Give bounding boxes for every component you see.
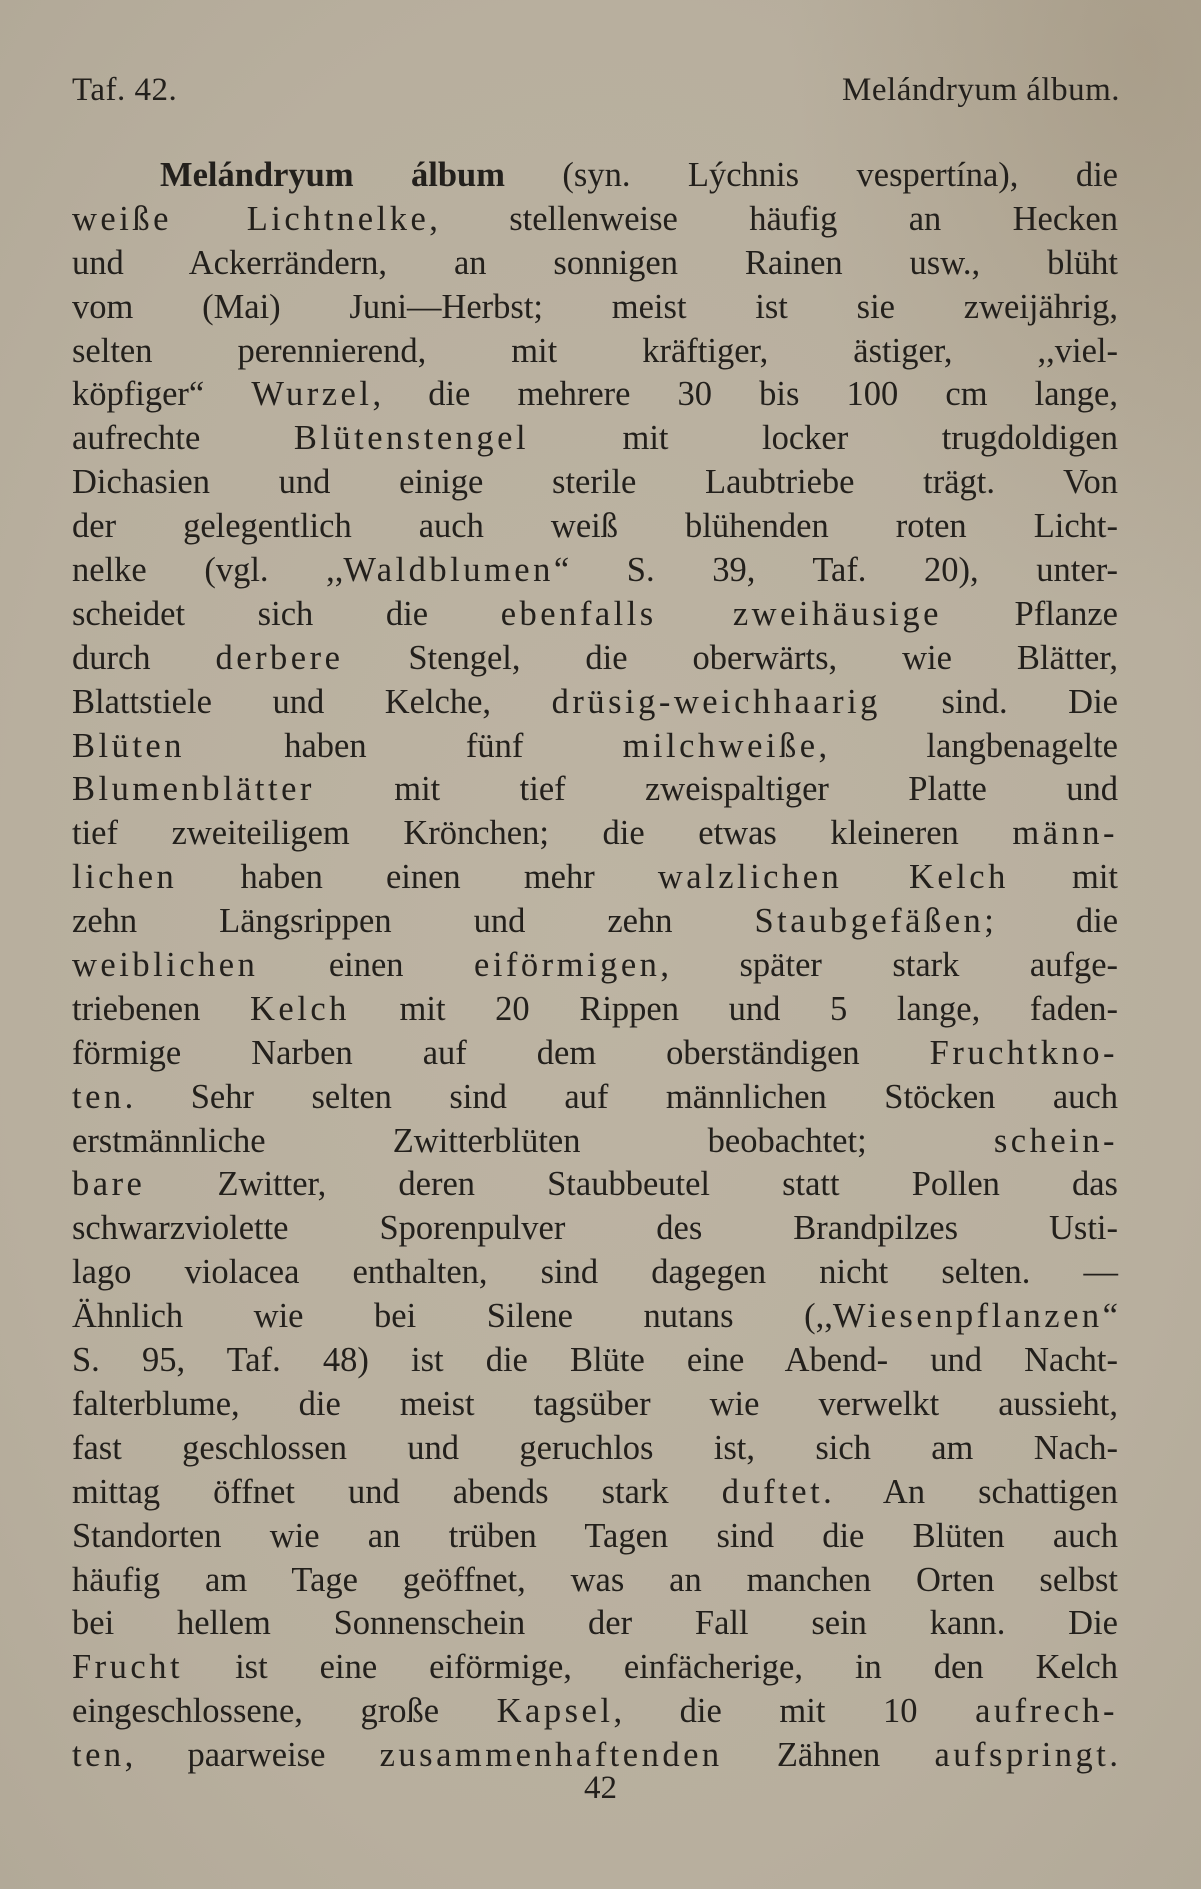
text-run: triebenen <box>72 989 250 1028</box>
spaced-term: drüsig-weichhaarig <box>551 682 881 721</box>
body-text <box>72 154 1118 1778</box>
spaced-term: weiße Lichtnelke <box>72 199 430 238</box>
text-run: Dichasien und einige sterile Laubtriebe trägt. Von <box>72 463 1118 502</box>
text-run: einen <box>258 946 475 985</box>
spaced-term: derbere <box>215 638 344 677</box>
text-run: . <box>1109 1736 1118 1775</box>
spaced-term: Kapsel <box>496 1692 614 1731</box>
spaced-term: männ- <box>1012 814 1118 853</box>
spaced-term: duftet <box>721 1472 824 1511</box>
text-line <box>72 1076 1118 1120</box>
text-run: ; die <box>984 902 1119 941</box>
text-run: häufig am Tage geöffnet, was an manchen Orten selbst <box>72 1560 1118 1599</box>
text-line <box>72 505 1118 549</box>
text-run: , paarweise <box>124 1736 380 1775</box>
text-line <box>72 242 1118 286</box>
spaced-term: ebenfalls zweihäusige <box>500 594 942 633</box>
text-line <box>72 1339 1118 1383</box>
text-run: haben fünf <box>185 726 623 765</box>
spaced-term: Frucht <box>72 1648 184 1687</box>
text-line <box>72 1120 1118 1164</box>
text-line <box>72 637 1118 681</box>
text-line <box>72 1251 1118 1295</box>
text-run: und Ackerrändern, an sonnigen Rainen usw., blüht <box>72 243 1118 282</box>
text-run: , die mehrere 30 bis 100 cm lange, <box>372 375 1118 414</box>
text-run: S. 95, Taf. 48) ist die Blüte eine Abend- und Nacht- <box>72 1341 1118 1380</box>
spaced-term: bare <box>72 1165 146 1204</box>
text-line <box>72 812 1118 856</box>
text-line <box>72 198 1118 242</box>
text-line <box>72 725 1118 769</box>
spaced-term: Staubgefäßen <box>754 902 985 941</box>
text-line <box>72 1427 1118 1471</box>
bold-term: Melándryum álbum <box>160 156 505 194</box>
text-run: vom (Mai) Juni—Herbst; meist ist sie zweijährig, <box>72 287 1118 326</box>
text-run: köpfiger“ <box>72 375 252 414</box>
text-line <box>72 1163 1118 1207</box>
text-line <box>72 154 1118 198</box>
text-run: . An schattigen <box>823 1472 1118 1511</box>
text-run: schwarzviolette Sporenpulver des Brandpilzes Usti- <box>72 1209 1118 1248</box>
text-line <box>72 681 1118 725</box>
text-run: eingeschlossene, große <box>72 1692 497 1731</box>
text-line <box>72 988 1118 1032</box>
text-run: scheidet sich die <box>72 594 501 633</box>
spaced-term: zusammenhaftenden <box>379 1736 723 1775</box>
spaced-term: Blütenstengel <box>293 419 530 458</box>
text-run: sind. Die <box>880 682 1118 721</box>
spaced-term: lichen <box>72 858 178 897</box>
text-line <box>72 1559 1118 1603</box>
spaced-term: Kelch <box>250 989 350 1028</box>
text-run: mit <box>1008 858 1118 897</box>
spaced-term: Blüten <box>72 726 185 765</box>
text-run: mit locker trugdoldigen <box>529 419 1118 458</box>
text-run: Pflanze <box>941 594 1118 633</box>
spaced-term: eiförmigen <box>474 946 661 985</box>
text-run: lago violacea enthalten, sind dagegen nicht selten. — <box>72 1253 1118 1292</box>
text-run: mit tief zweispaltiger Platte und <box>314 770 1118 809</box>
page-number: 42 <box>584 1770 617 1806</box>
spaced-term: aufrech- <box>975 1692 1118 1731</box>
text-line <box>72 461 1118 505</box>
text-line <box>72 856 1118 900</box>
spaced-term: Wiesenpflanzen <box>832 1297 1103 1336</box>
text-run: Standorten wie an trüben Tagen sind die Blüten auch <box>72 1516 1118 1555</box>
text-line <box>72 944 1118 988</box>
text-run: . Sehr selten sind auf männlichen Stöcken auch <box>124 1077 1118 1116</box>
text-run: förmige Narben auf dem oberständigen <box>72 1033 930 1072</box>
text-line <box>72 1646 1118 1690</box>
spaced-term: aufspringt <box>934 1736 1110 1775</box>
text-run: ist eine eiförmige, einfächerige, in den Kelch <box>183 1648 1118 1687</box>
text-run: , die mit 10 <box>613 1692 976 1731</box>
text-run: , langbenagelte <box>818 726 1118 765</box>
spaced-term: Fruchtkno- <box>929 1033 1118 1072</box>
text-run: , stellenweise häufig an Hecken <box>429 199 1118 238</box>
text-line <box>72 900 1118 944</box>
spaced-term: walzlichen Kelch <box>657 858 1009 897</box>
text-line <box>72 417 1118 461</box>
text-run: zehn Längsrippen und zehn <box>72 902 755 941</box>
spaced-term: Waldblumen <box>343 551 554 590</box>
text-run: “ S. 39, Taf. 20), unter- <box>553 551 1118 590</box>
spaced-term: Wurzel <box>251 375 373 414</box>
text-line <box>72 593 1118 637</box>
text-run: erstmännliche Zwitterblüten beobachtet; <box>72 1121 994 1160</box>
text-line <box>72 1295 1118 1339</box>
text-run: Blattstiele und Kelche, <box>72 682 552 721</box>
text-line <box>72 330 1118 374</box>
text-line <box>72 768 1118 812</box>
text-run: durch <box>72 638 216 677</box>
spaced-term: schein- <box>993 1121 1118 1160</box>
text-run: mit 20 Rippen und 5 lange, faden- <box>349 989 1118 1028</box>
species-title: Melándryum álbum. <box>842 72 1120 108</box>
text-line <box>72 549 1118 593</box>
text-run: selten perennierend, mit kräftiger, ästiger, ,,viel- <box>72 331 1118 370</box>
text-line <box>72 1602 1118 1646</box>
text-run: , später stark aufge- <box>660 946 1118 985</box>
text-run: bei hellem Sonnenschein der Fall sein kann. Die <box>72 1604 1118 1643</box>
spaced-term: ten <box>72 1077 125 1116</box>
text-line <box>72 1471 1118 1515</box>
running-header <box>72 72 1120 122</box>
text-line <box>72 1690 1118 1734</box>
text-run: tief zweiteiligem Krönchen; die etwas kleineren <box>72 814 1013 853</box>
text-run: falterblume, die meist tagsüber wie verwelkt aussieht, <box>72 1384 1118 1423</box>
text-run: nelke (vgl. ,, <box>72 551 344 590</box>
plate-reference: Taf. 42. <box>72 72 178 108</box>
text-run: haben einen mehr <box>177 858 658 897</box>
spaced-term: Blumenblätter <box>72 770 315 809</box>
spaced-term: milchweiße <box>622 726 819 765</box>
text-run: mittag öffnet und abends stark <box>72 1472 722 1511</box>
text-run: aufrechte <box>72 419 294 458</box>
text-run: (syn. Lýchnis vespertína), die <box>504 156 1118 194</box>
text-line <box>72 286 1118 330</box>
text-run: Zwitter, deren Staubbeutel statt Pollen das <box>145 1165 1118 1204</box>
text-run: fast geschlossen und geruchlos ist, sich am Nach- <box>72 1428 1118 1467</box>
text-line <box>72 1207 1118 1251</box>
text-line <box>72 1383 1118 1427</box>
text-run: Stengel, die oberwärts, wie Blätter, <box>343 638 1118 677</box>
spaced-term: ten <box>72 1736 125 1775</box>
text-line <box>72 1032 1118 1076</box>
text-run: “ <box>1102 1297 1118 1336</box>
text-line <box>72 1515 1118 1559</box>
text-run: der gelegentlich auch weiß blühenden roten Licht- <box>72 507 1118 546</box>
text-line <box>72 373 1118 417</box>
text-run: Zähnen <box>722 1736 935 1775</box>
text-run: Ähnlich wie bei Silene nutans (,, <box>72 1297 833 1336</box>
spaced-term: weiblichen <box>72 946 259 985</box>
